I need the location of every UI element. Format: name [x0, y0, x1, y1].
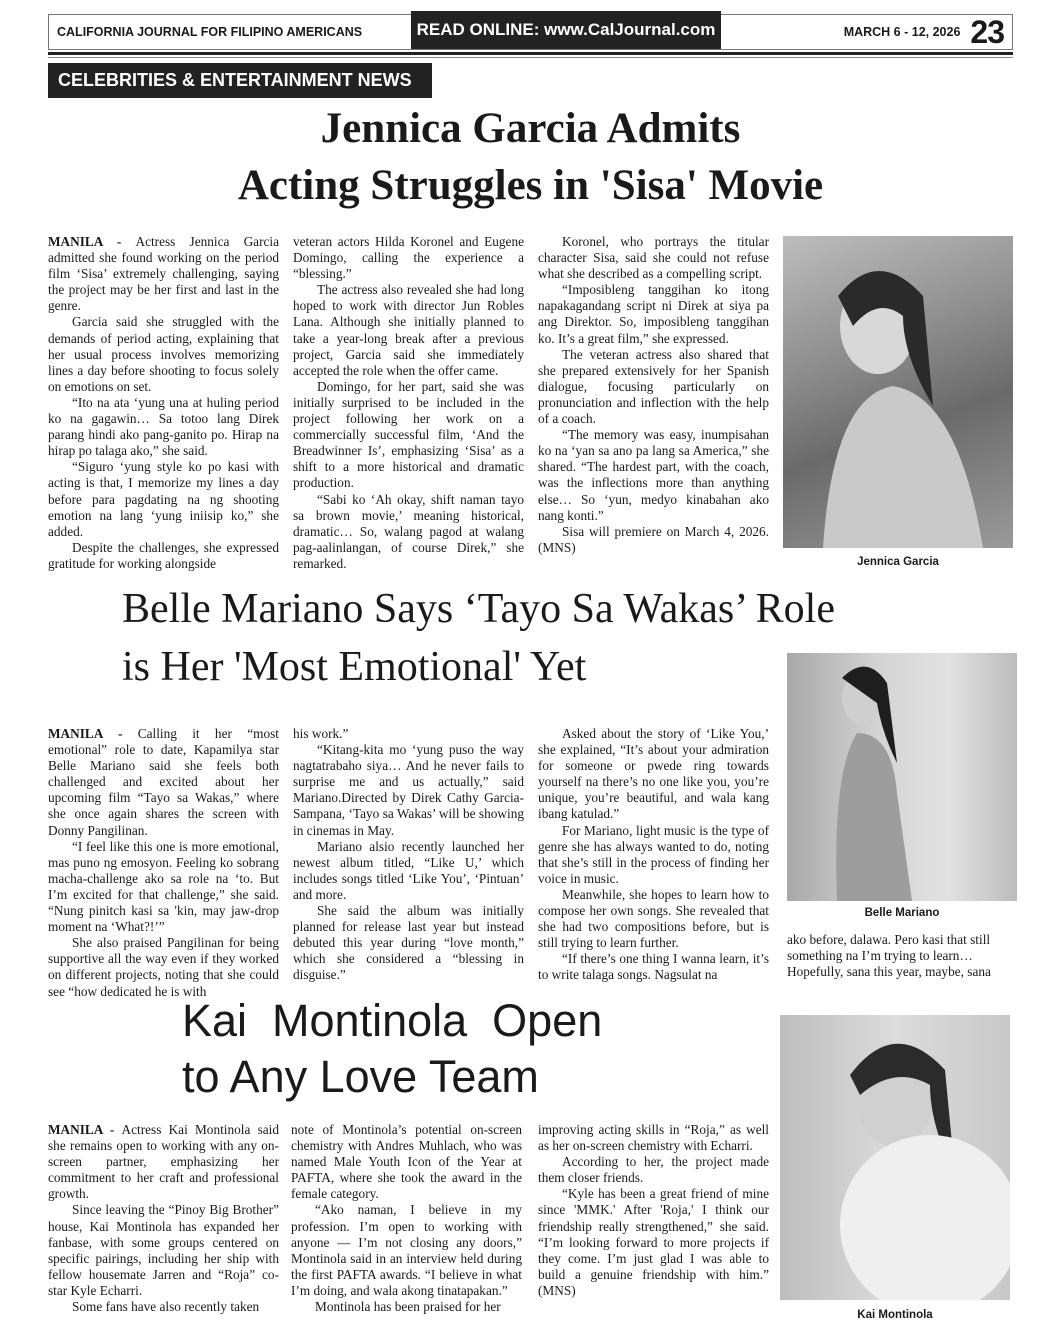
article-1-headline	[0, 100, 1061, 214]
portrait-silhouette-icon	[783, 236, 1013, 548]
paragraph: Since leaving the “Pinoy Big Brother” house, Kai Montinola has expanded her fanbase, with some groups centered on specific pairings, including her ship with fellow housemate Jarren and “Roja” co-star Kyle Echarri.	[48, 1202, 279, 1298]
headline-line: to Any Love Team	[182, 1051, 539, 1102]
paragraph: “Sabi ko ‘Ah okay, shift naman tayo sa brown movie,’ meaning historical, dramatic… So, walang pagod at walang pag-aalinlangan, of course Direk,” she remarked.	[293, 491, 524, 571]
headline-line: Jennica Garcia Admits	[320, 105, 741, 152]
paragraph	[48, 234, 279, 314]
paragraph: Koronel, who portrays the titular character Sisa, said she could not refuse what she described as a compelling script.	[538, 234, 769, 282]
paragraph: note of Montinola’s potential on-screen chemistry with Andres Muhlach, who was named Male Youth Icon of the Year at PAFTA, where she took the award in the female category.	[291, 1122, 522, 1202]
paragraph: Meanwhile, she hopes to learn how to compose her own songs. She revealed that she had two compositions before, but is still trying to learn further.	[538, 886, 769, 951]
paragraph: veteran actors Hilda Koronel and Eugene Domingo, calling the experience a “blessing.”	[293, 234, 524, 282]
article-2-column-2	[293, 726, 524, 984]
paragraph-text: Actress Kai Montinola said she remains open to working with any on-screen partner, emphasizing her commitment to her craft and professional growth.	[48, 1122, 279, 1202]
paragraph: Domingo, for her part, said she was initially surprised to be included in the project following her work on a commercially successful film, ‘And the Breadwinner Is’, emphasizing ‘Sisa’ as a shift to a more historical and dramatic production.	[293, 378, 524, 491]
kai-montinola-photo	[780, 1015, 1010, 1300]
paragraph	[48, 1122, 279, 1202]
article-1-column-3	[538, 234, 769, 556]
paragraph: She said the album was initially planned for release last year but instead debuted this year during “love month,” which she considered a “blessing in disguise.”	[293, 903, 524, 983]
article-2-headline	[122, 580, 835, 696]
paragraph: ako before, dalawa. Pero kasi that still something na I’m trying to learn… Hopefully, sana this year, maybe, sana	[787, 932, 991, 980]
paragraph: Asked about the story of ‘Like You,’ she explained, “It’s about your admiration for someone or pwede ring towards yourself na there’s no one like you, you’re unique, you’re beautiful, and wala kang ibang katulad.”	[538, 726, 769, 822]
paragraph: She also praised Pangilinan for being supportive all the way even if they worked on different projects, noting that she could see “how dedicated he is with	[48, 935, 279, 999]
article-3-column-3	[538, 1122, 769, 1299]
dateline: MANILA -	[48, 234, 136, 249]
jennica-garcia-photo	[783, 236, 1013, 548]
paragraph: “I feel like this one is more emotional, mas puno ng emosyon. Feeling ko sobrang macha-challenge ako sa role na ‘to. But I’m excited for that challenge,” she said. “Nung pinitch kasi sa 'kin, may jaw-drop moment na ‘What?!’”	[48, 838, 279, 935]
article-3-column-2	[291, 1122, 522, 1315]
section-label: CELEBRITIES & ENTERTAINMENT NEWS	[48, 63, 432, 98]
paragraph: “If there’s one thing I wanna learn, it’s to write talaga songs. Nagsulat na	[538, 951, 769, 983]
portrait-silhouette-icon	[787, 653, 1017, 901]
paragraph: “Kyle has been a great friend of mine since 'MMK.' After 'Roja,' I think our friendship really strengthened,” she said. “I’m looking forward to more projects if they come. I’m just glad I was able to build a genuine friendship with him.” (MNS)	[538, 1186, 769, 1298]
issue-date: MARCH 6 - 12, 2026	[843, 25, 961, 39]
paragraph: Montinola has been praised for her	[315, 1299, 501, 1315]
headline-line: is Her 'Most Emotional' Yet	[122, 644, 587, 690]
portrait-silhouette-icon	[780, 1015, 1010, 1300]
article-2-column-3	[538, 726, 769, 984]
paragraph: “Ako naman, I believe in my profession. I’m open to working with anyone — I’m not closing any doors,” Montinola said in an interview held during the first PAFTA awards. “I believe in what I’m doing, and wala akong tinatapakan.”	[291, 1202, 522, 1298]
paragraph: improving acting skills in “Roja,” as well as her on-screen chemistry with Echarri.	[538, 1122, 769, 1154]
paragraph: The veteran actress also shared that she prepared extensively for her Spanish dialogue, focusing particularly on pronunciation and inflection with the help of a coach.	[538, 346, 769, 427]
paragraph: Garcia said she struggled with the demands of period acting, explaining that her usual process involves memorizing lines a day before shooting to focus solely on emotions on set.	[48, 314, 279, 394]
headline-line: Kai Montinola Open	[182, 995, 603, 1046]
read-online-link[interactable]: READ ONLINE: www.CalJournal.com	[411, 11, 721, 49]
paragraph: The actress also revealed she had long hoped to work with director Jun Robles Lana. Although she initially planned to take a year-long break after a previous project, Garcia said she immediately accepted the role when the offer came.	[293, 282, 524, 378]
photo-caption: Belle Mariano	[864, 907, 940, 919]
paragraph: his work.”	[293, 726, 349, 741]
photo-caption: Kai Montinola	[857, 1309, 933, 1321]
belle-mariano-photo	[787, 653, 1017, 901]
paragraph: According to her, the project made them closer friends.	[538, 1154, 769, 1186]
paragraph-text: Calling it her “most emotional” role to date, Kapamilya star Belle Mariano said she feels both challenged and excited about her upcoming film “Tayo sa Wakas,” where she once again shares the screen with Donny Pangilinan.	[48, 726, 279, 838]
headline-line: Belle Mariano Says ‘Tayo Sa Wakas’ Role	[122, 586, 835, 632]
publication-name: CALIFORNIA JOURNAL FOR FILIPINO AMERICANS	[57, 25, 363, 39]
paragraph: “The memory was easy, inumpisahan ko na ‘yan sa ano pa lang sa America,” she shared. “The hardest part, with the coach, was the inflections more than anything else… So ‘yun, medyo kinabahan ako nang konti.”	[538, 427, 769, 523]
article-3-column-1	[48, 1122, 279, 1315]
paragraph: “Siguro ‘yung style ko po kasi with acting is that, I memorize my lines a day before para pagdating na ng shooting emotion na lang ‘yung iniisip ko,” she added.	[48, 459, 279, 539]
article-1-column-2	[293, 234, 524, 572]
masthead	[48, 14, 1013, 50]
paragraph: For Mariano, light music is the type of genre she has always wanted to do, noting that she’s still in the process of finding her voice in music.	[538, 822, 769, 886]
dateline: MANILA -	[48, 1122, 122, 1137]
paragraph: Mariano alsio recently launched her newest album titled, “Like U,’ which includes songs titled ‘Like You’, ‘Pintuan’ and more.	[293, 838, 524, 902]
masthead-divider	[48, 52, 1013, 58]
paragraph: “Imposibleng tanggihan ko itong napakagandang script ni Direk at siya pa ang Direktor. So, imposibleng tanggihan ko. It’s a great film,” she expressed.	[538, 282, 769, 346]
paragraph: “Kitang-kita mo ‘yung puso the way nagtatrabaho siya… And he never fails to surprise me and us actually,” said Mariano.Directed by Direk Cathy Garcia-Sampana, ‘Tayo sa Wakas’ will be showing in cinemas in May.	[293, 742, 524, 838]
headline-line: Acting Struggles in 'Sisa' Movie	[237, 162, 824, 209]
article-2-column-4	[787, 932, 1022, 980]
article-2-column-1	[48, 726, 279, 1000]
dateline: MANILA -	[48, 726, 138, 741]
paragraph: Some fans have also recently taken	[72, 1299, 260, 1315]
paragraph-text: Actress Jennica Garcia admitted she found working on the period film ‘Sisa’ extremely challenging, saying the project may be her first and last in the genre.	[48, 234, 280, 314]
article-3-headline	[182, 993, 602, 1105]
paragraph	[48, 726, 279, 839]
photo-caption: Jennica Garcia	[857, 556, 939, 568]
article-1-column-1	[48, 234, 279, 572]
paragraph: Despite the challenges, she expressed gratitude for working alongside	[48, 539, 279, 571]
page-number: 23	[970, 13, 1004, 50]
paragraph: “Ito na ata ‘yung una at huling period ko na gagawin… Sa totoo lang Direk parang hindi ako pang-ganito po. Hirap na hirap po talaga ako,” she said.	[48, 394, 279, 459]
paragraph: Sisa will premiere on March 4, 2026. (MNS)	[538, 523, 769, 555]
